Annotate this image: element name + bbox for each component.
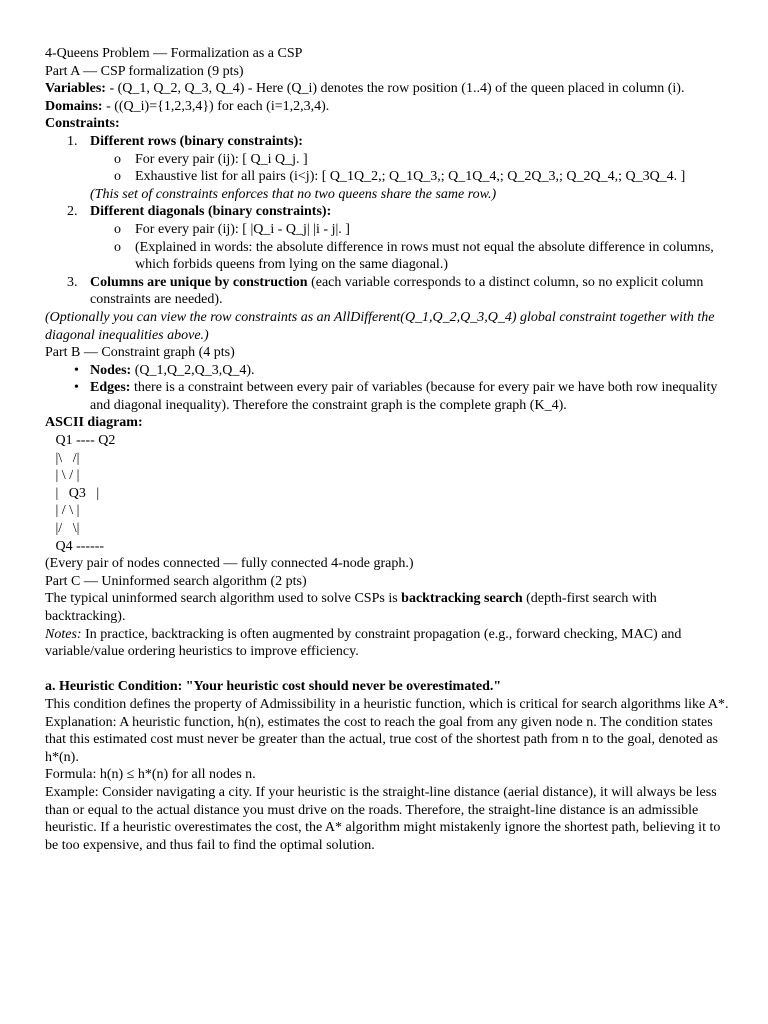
- ascii-line: | / \ |: [45, 503, 80, 519]
- nodes-item: [45, 362, 735, 380]
- constraint-3-text: (each variable corresponds to a distinct column, so no explicit column constraints are needed).: [90, 274, 704, 308]
- ascii-label: ASCII diagram:: [45, 415, 143, 431]
- variables-text: - (Q_1, Q_2, Q_3, Q_4) - Here (Q_i) denotes the row position (1..4) of the queen placed in column (i).: [105, 81, 685, 97]
- list-number: 2.: [67, 204, 78, 220]
- edges-text: there is a constraint between every pair of variables (because for every pair we have both row inequality and diagonal inequality). Therefore the constraint graph is the complete graph (K_4).: [90, 380, 718, 413]
- heuristic-example: Example: Consider navigating a city. If your heuristic is the straight-line distance (aerial distance), it will always be less than or equal to the actual distance you must drive on the roads. Therefore, the straight-line distance is an admissible heuristic. If a heuristic overestimates the cost, the A* algorithm might mistakenly ignore the shortest path, believing it to be too expensive, and thus fail to find the optimal solution.: [45, 784, 721, 853]
- notes-label: Notes:: [45, 626, 82, 642]
- heuristic-heading: a. Heuristic Condition: "Your heuristic cost should never be overestimated.": [45, 679, 502, 695]
- notes-paragraph: [45, 626, 735, 661]
- part-c-paragraph: The typical uninformed search algorithm used to solve CSPs is backtracking search (depth-first search with backtracking).: [45, 591, 657, 624]
- ascii-diagram: [45, 432, 735, 555]
- constraint-3-title: Columns are unique by construction: [90, 274, 308, 290]
- heuristic-paragraph-1: This condition defines the property of Admissibility in a heuristic function, which is critical for search algorithms like A*.: [45, 696, 729, 712]
- circle-bullet-icon: o: [114, 221, 121, 237]
- nodes-label: Nodes:: [90, 362, 132, 378]
- bullet-icon: •: [74, 380, 79, 396]
- list-item: [45, 239, 735, 274]
- circle-bullet-icon: o: [114, 169, 121, 185]
- ascii-line: |\ /|: [45, 450, 80, 466]
- heuristic-paragraph-2: Explanation: A heuristic function, h(n), estimates the cost to reach the goal from any given node n. The condition states that this estimated cost must never be greater than the actual, true cost of the shortest path from n to the goal, denoted as h*(n).: [45, 714, 718, 765]
- constraint-2-title: Different diagonals (binary constraints):: [90, 204, 332, 220]
- list-item: [45, 168, 735, 186]
- list-number: 1.: [67, 133, 78, 149]
- heuristic-formula: Formula: h(n) ≤ h*(n) for all nodes n.: [45, 767, 256, 783]
- circle-bullet-icon: o: [114, 239, 121, 255]
- variables-paragraph: [45, 80, 735, 98]
- constraint-1-title: Different rows (binary constraints):: [90, 133, 303, 149]
- backtracking-term: backtracking search: [401, 591, 523, 607]
- constraint-1-bullet-1: For every pair (ij): [ Q_i Q_j. ]: [135, 151, 308, 167]
- domains-label: Domains:: [45, 98, 103, 114]
- spacer: [45, 661, 735, 679]
- edges-item: [45, 379, 735, 414]
- constraint-3-item: [45, 274, 735, 309]
- constraint-2-bullet-1: For every pair (ij): [ |Q_i - Q_j| |i - j|. ]: [135, 221, 350, 237]
- part-a-heading: Part A — CSP formalization (9 pts): [45, 63, 244, 79]
- domains-paragraph: [45, 98, 735, 116]
- ascii-line: Q1 ---- Q2: [45, 433, 116, 449]
- document-body: [45, 45, 735, 854]
- ascii-line: |/ \|: [45, 521, 80, 537]
- part-b-heading: Part B — Constraint graph (4 pts): [45, 345, 235, 361]
- nodes-text: (Q_1,Q_2,Q_3,Q_4).: [131, 362, 255, 378]
- list-number: 3.: [67, 274, 78, 290]
- constraint-2-item: [45, 203, 735, 221]
- constraint-2-bullet-2: (Explained in words: the absolute difference in rows must not equal the absolute difference in columns, which forbids queens from lying on the same diagonal.): [135, 239, 714, 273]
- list-item: [45, 151, 735, 169]
- ascii-line: Q4 ------: [45, 538, 105, 554]
- constraint-1-note: (This set of constraints enforces that no two queens share the same row.): [90, 186, 497, 202]
- constraint-1-bullet-2: Exhaustive list for all pairs (i<j): [ Q_1Q_2,; Q_1Q_3,; Q_1Q_4,; Q_2Q_3,; Q_2Q_4,; Q_3Q_4. ]: [135, 169, 686, 185]
- part-c-heading: Part C — Uninformed search algorithm (2 pts): [45, 573, 307, 589]
- optional-note: (Optionally you can view the row constraints as an AllDifferent(Q_1,Q_2,Q_3,Q_4) global constraint together with the diagonal inequalities above.): [45, 309, 715, 343]
- constraints-label: Constraints:: [45, 116, 120, 132]
- variables-label: Variables:: [45, 81, 106, 97]
- constraint-1-item: [45, 133, 735, 151]
- notes-text: In practice, backtracking is often augmented by constraint propagation (e.g., forward checking, MAC) and variable/value ordering heuristics to improve efficiency.: [45, 626, 682, 660]
- bullet-icon: •: [74, 362, 79, 378]
- document-title: 4-Queens Problem — Formalization as a CSP: [45, 46, 303, 61]
- connected-note: (Every pair of nodes connected — fully connected 4-node graph.): [45, 556, 414, 572]
- edges-label: Edges:: [90, 380, 131, 396]
- list-item: [45, 221, 735, 239]
- ascii-line: | Q3 |: [45, 485, 100, 501]
- ascii-line: | \ / |: [45, 468, 80, 484]
- domains-text: - ((Q_i)={1,2,3,4}) for each (i=1,2,3,4).: [102, 98, 330, 114]
- circle-bullet-icon: o: [114, 151, 121, 167]
